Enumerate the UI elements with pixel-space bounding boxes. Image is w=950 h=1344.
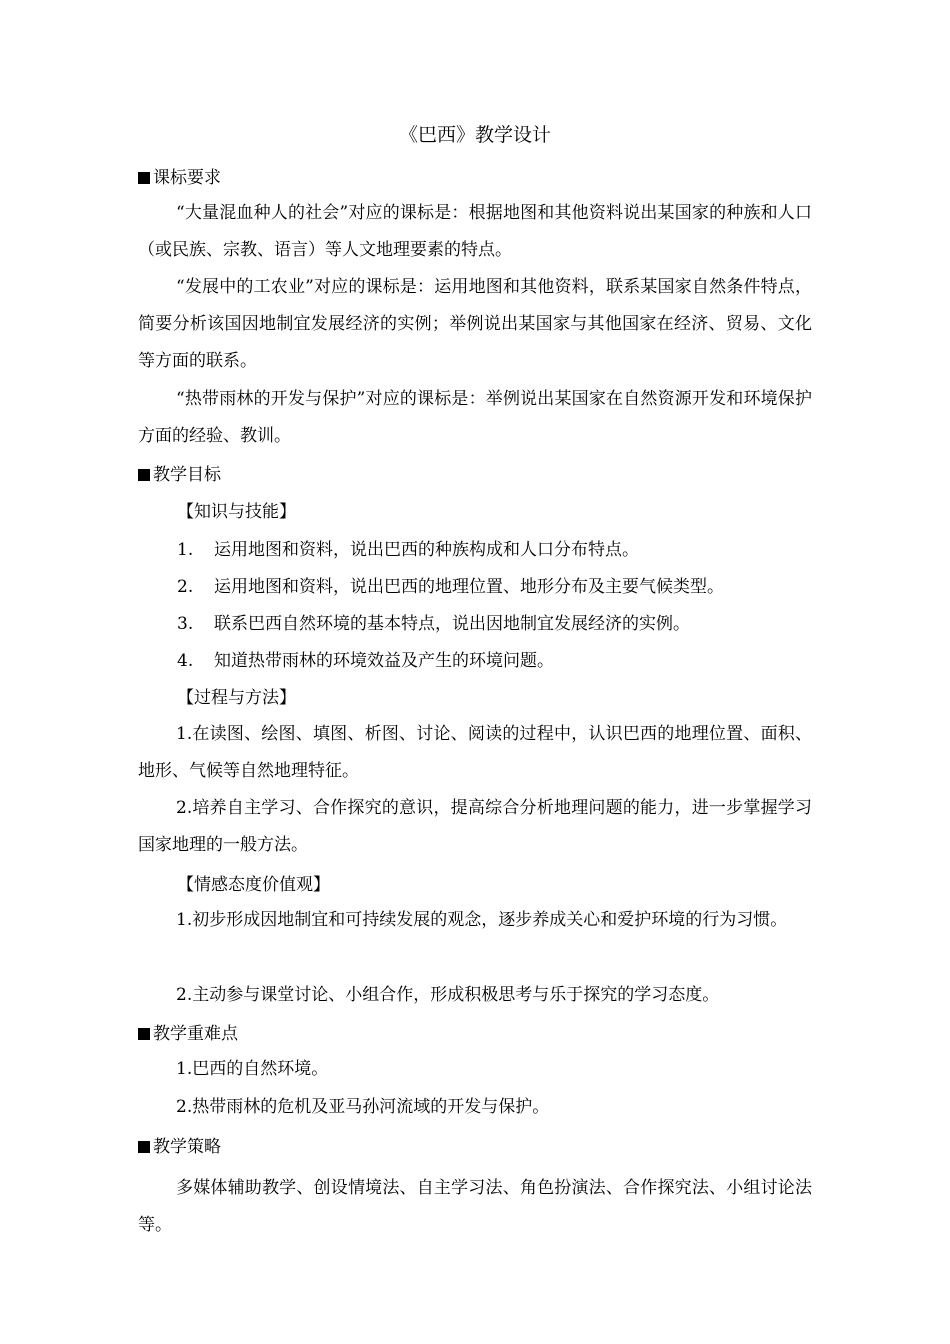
- square-bullet-icon: [138, 1141, 150, 1153]
- list-item: [177, 537, 639, 563]
- list-item-number: 3.: [177, 614, 194, 634]
- section-heading-celue: [138, 1134, 221, 1160]
- section-heading-mubiao: [138, 462, 221, 488]
- document-title: 《巴西》教学设计: [398, 124, 551, 146]
- list-item-number: 2.: [177, 577, 194, 597]
- section-heading-zhongnan: [138, 1021, 238, 1047]
- square-bullet-icon: [138, 172, 150, 184]
- subheading-process: 【过程与方法】: [177, 688, 296, 708]
- list-item-text: 运用地图和资料，说出巴西的种族构成和人口分布特点。: [214, 540, 639, 560]
- paragraph: 2.主动参与课堂讨论、小组合作，形成积极思考与乐于探究的学习态度。: [176, 985, 720, 1005]
- paragraph: “发展中的工农业”对应的课标是：运用地图和其他资料，联系某国家自然条件特点，简要分析该国因地制宜发展经济的实例；举例说出某国家与其他国家在经济、贸易、文化等方面的联系。: [138, 277, 812, 371]
- paragraph: 1.巴西的自然环境。: [176, 1059, 329, 1079]
- subheading-knowledge: 【知识与技能】: [177, 502, 296, 522]
- paragraph: 1.初步形成因地制宜和可持续发展的观念，逐步养成关心和爱护环境的行为习惯。: [176, 910, 788, 930]
- list-item-number: 4.: [177, 651, 194, 671]
- square-bullet-icon: [138, 469, 150, 481]
- list-item: [177, 574, 724, 600]
- section-heading-label: 教学目标: [153, 465, 221, 485]
- list-item: [177, 648, 554, 674]
- list-item: [177, 611, 690, 637]
- paragraph: 2.培养自主学习、合作探究的意识，提高综合分析地理问题的能力，进一步掌握学习国家地理的一般方法。: [138, 798, 812, 855]
- list-item-text: 联系巴西自然环境的基本特点，说出因地制宜发展经济的实例。: [214, 614, 690, 634]
- paragraph: 1.在读图、绘图、填图、析图、讨论、阅读的过程中，认识巴西的地理位置、面积、地形、气候等自然地理特征。: [138, 724, 812, 781]
- subheading-attitude: 【情感态度价值观】: [177, 875, 330, 895]
- paragraph: 2.热带雨林的危机及亚马孙河流域的开发与保护。: [176, 1097, 550, 1117]
- section-heading-label: 课标要求: [153, 168, 221, 188]
- section-heading-kebiao: [138, 165, 221, 191]
- list-item-text: 知道热带雨林的环境效益及产生的环境问题。: [214, 651, 554, 671]
- section-heading-label: 教学重难点: [153, 1024, 238, 1044]
- list-item-text: 运用地图和资料，说出巴西的地理位置、地形分布及主要气候类型。: [214, 577, 724, 597]
- paragraph: “大量混血种人的社会”对应的课标是：根据地图和其他资料说出某国家的种族和人口（或民族、宗教、语言）等人文地理要素的特点。: [138, 203, 812, 260]
- list-item-number: 1.: [177, 540, 194, 560]
- paragraph: “热带雨林的开发与保护”对应的课标是：举例说出某国家在自然资源开发和环境保护方面的经验、教训。: [138, 389, 812, 446]
- section-heading-label: 教学策略: [153, 1137, 221, 1157]
- square-bullet-icon: [138, 1028, 150, 1040]
- paragraph: 多媒体辅助教学、创设情境法、自主学习法、角色扮演法、合作探究法、小组讨论法等。: [138, 1178, 812, 1235]
